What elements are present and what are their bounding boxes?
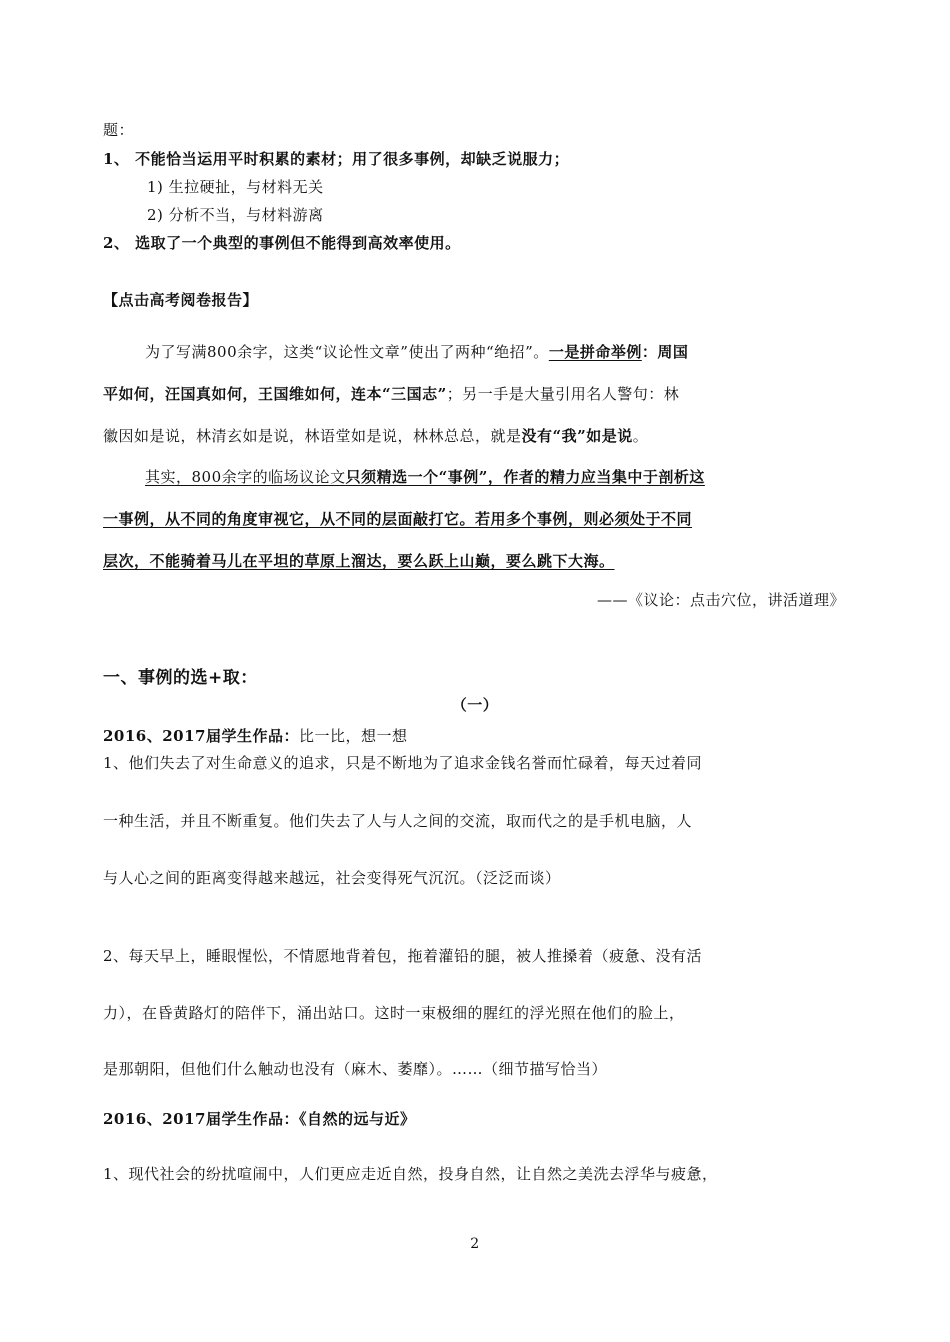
emphasis-text: 只须精选一个“事例”，作者的精力应当集中于剖析这 [345,468,705,486]
example-2-line1: 2、每天早上，睡眼惺忪，不情愿地背着包，拖着灌铅的腿，被人推搡着（疲惫、没有活 [103,947,703,965]
emphasis-text: 一是拼命举例 [548,343,642,361]
report-text: ；另一手是大量引用名人警句：林 [446,385,680,403]
section-title: 一、事例的选+取： [103,668,258,688]
emphasis-text: 没有“我”如是说 [521,427,633,445]
label-text: 2016、2017届学生作品： [103,727,299,745]
report-heading: 【点击高考阅卷报告】 [103,291,259,309]
report-text: 徽因如是说，林清玄如是说，林语堂如是说，林林总总，就是 [103,427,522,445]
report-text: 。 [632,427,649,445]
example-2-line2: 力），在昏黄路灯的陪伴下，涌出站口。这时一束极细的腥红的浮光照在他们的脸上， [103,1004,685,1022]
report-source: ——《议论：点击穴位，讲活道理》 [596,591,845,609]
report-para2-line2: 一事例，从不同的角度审视它，从不同的层面敲打它。若用多个事例，则必须处于不同 [103,510,693,528]
sub-item-2: 2) 分析不当，与材料游离 [147,206,324,224]
report-para1-line3 [103,426,648,446]
example-label-2: 2016、2017届学生作品：《自然的远与近》 [103,1110,416,1128]
emphasis-text: 平如何，汪国真如何，王国维如何，连本“三国志” [103,385,447,403]
page-number: 2 [470,1236,480,1252]
example-1-line3: 与人心之间的距离变得越来越远，社会变得死气沉沉。（泛泛而谈） [103,869,561,887]
report-para1-line1 [145,342,688,362]
example-1-line1: 1、他们失去了对生命意义的追求，只是不断地为了追求金钱名誉而忙碌着，每天过着同 [103,754,703,772]
fragment-text: 题： [103,121,135,139]
report-para1-line2 [103,384,679,404]
report-text: 为了写满800余字，这类“议论性文章”使出了两种“绝招”。 [145,343,549,361]
list-item-2: 2、 选取了一个典型的事例但不能得到高效率使用。 [103,234,461,252]
example-2-line3: 是那朝阳，但他们什么触动也没有（麻木、萎靡）。……（细节描写恰当） [103,1060,608,1078]
report-para2-line3: 层次，不能骑着马儿在平坦的草原上溜达，要么跃上山巅，要么跳下大海。 [103,552,615,570]
example-3-line1: 1、现代社会的纷扰喧闹中，人们更应走近自然，投身自然，让自然之美洗去浮华与疲惫， [103,1165,718,1183]
report-text: 其实，800余字的临场议论文 [145,468,346,486]
example-label-1 [103,726,408,746]
report-para2-line1 [145,467,705,487]
emphasis-text: ：周国 [641,343,689,361]
label-text: 比一比，想一想 [299,727,408,745]
section-subtitle: （一） [451,696,499,714]
sub-item-1: 1) 生拉硬扯，与材料无关 [147,178,324,196]
example-1-line2: 一种生活，并且不断重复。他们失去了人与人之间的交流，取而代之的是手机电脑，人 [103,812,693,830]
list-item-1: 1、 不能恰当运用平时积累的素材；用了很多事例，却缺乏说服力； [103,150,570,168]
